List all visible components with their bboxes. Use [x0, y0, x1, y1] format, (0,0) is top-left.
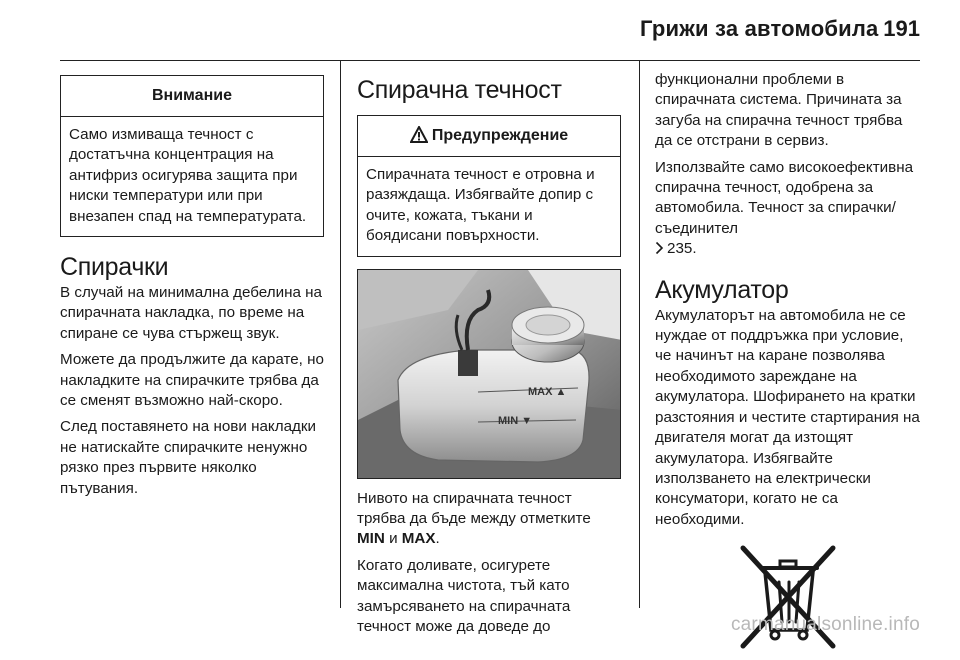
level-text-end: .: [435, 530, 440, 548]
level-text-and: и: [384, 530, 402, 548]
brakes-paragraph-1: В случай на минимална дебелина на спирачната накладка, по време на спиране се чува стържещ звук.: [60, 284, 322, 342]
column-divider-1: [340, 60, 341, 608]
page-header-title: Грижи за автомобила: [640, 16, 879, 41]
brakes-paragraph-3: След поставянето на нови накладки не натискайте спирачките ненужно рязко през първите няколко пътувания.: [60, 418, 317, 497]
approved-fluid-text: Използвайте само високоефективна спирачна течност, одобрена за автомобила. Течност за спирачки/съединител: [655, 158, 914, 237]
page-reference-number: 235.: [667, 240, 697, 258]
warning-header: [358, 116, 620, 157]
warning-triangle-icon: [410, 119, 428, 159]
level-text: [357, 489, 621, 550]
battery-text: Акумулаторът на автомобила не се нуждае от поддръжка при условие, че начинът на каране позволява необходимото зареждане на акумулатора. Шофирането на кратки разстояния и честите стартирания на двигателя могат да изтощят акумулатора. Избягвайте използването на електрически консуматори, когато не са необходими.: [655, 306, 920, 528]
brake-fluid-reservoir-photo: [357, 269, 621, 479]
page-number: 191: [883, 16, 920, 41]
middle-column: [357, 60, 621, 643]
cleanliness-text: Когато доливате, осигурете максимална чистота, тъй като замърсяването на спирачната течност може да доведе до: [357, 556, 571, 636]
column-divider-2: [639, 60, 640, 608]
notice-title: Внимание: [61, 76, 323, 117]
battery-heading: Акумулатор: [655, 275, 789, 304]
warning-box: [357, 115, 621, 257]
warning-text: Спирачната течност е отровна и разяждаща. Избягвайте допир с очите, кожата, тъкани и боядисани повърхности.: [366, 166, 595, 245]
right-column: [655, 70, 921, 653]
left-column: [60, 60, 324, 505]
notice-box: [60, 75, 324, 237]
min-mark: MIN: [357, 530, 385, 548]
page-reference: [655, 239, 921, 261]
level-text-start: Нивото на спирачната течност трябва да бъде между отметките: [357, 489, 591, 528]
brakes-heading: Спирачки: [60, 253, 169, 282]
max-mark-label: MAX ▲: [528, 385, 567, 398]
continuation-text: функционални проблеми в спирачната система. Причината за загуба на спирачна течност трябва да се отстрани в сервиз.: [655, 71, 903, 150]
warning-title: Предупреждение: [431, 127, 569, 144]
max-mark: MAX: [401, 530, 436, 548]
watermark: carmanualsonline.info: [730, 614, 920, 635]
brake-fluid-heading: Спирачна течност: [357, 76, 562, 104]
brakes-paragraph-2: Можете да продължите да карате, но накладките на спирачките трябва да се сменят възможно най-скоро.: [60, 351, 324, 410]
notice-text: Само измиваща течност с достатъчна концентрация на антифриз осигурява защита при ниски температури или при внезапен спад на температурата.: [69, 126, 307, 225]
page-reference-arrow-icon: [655, 241, 664, 261]
min-mark-label: MIN ▼: [498, 414, 533, 427]
